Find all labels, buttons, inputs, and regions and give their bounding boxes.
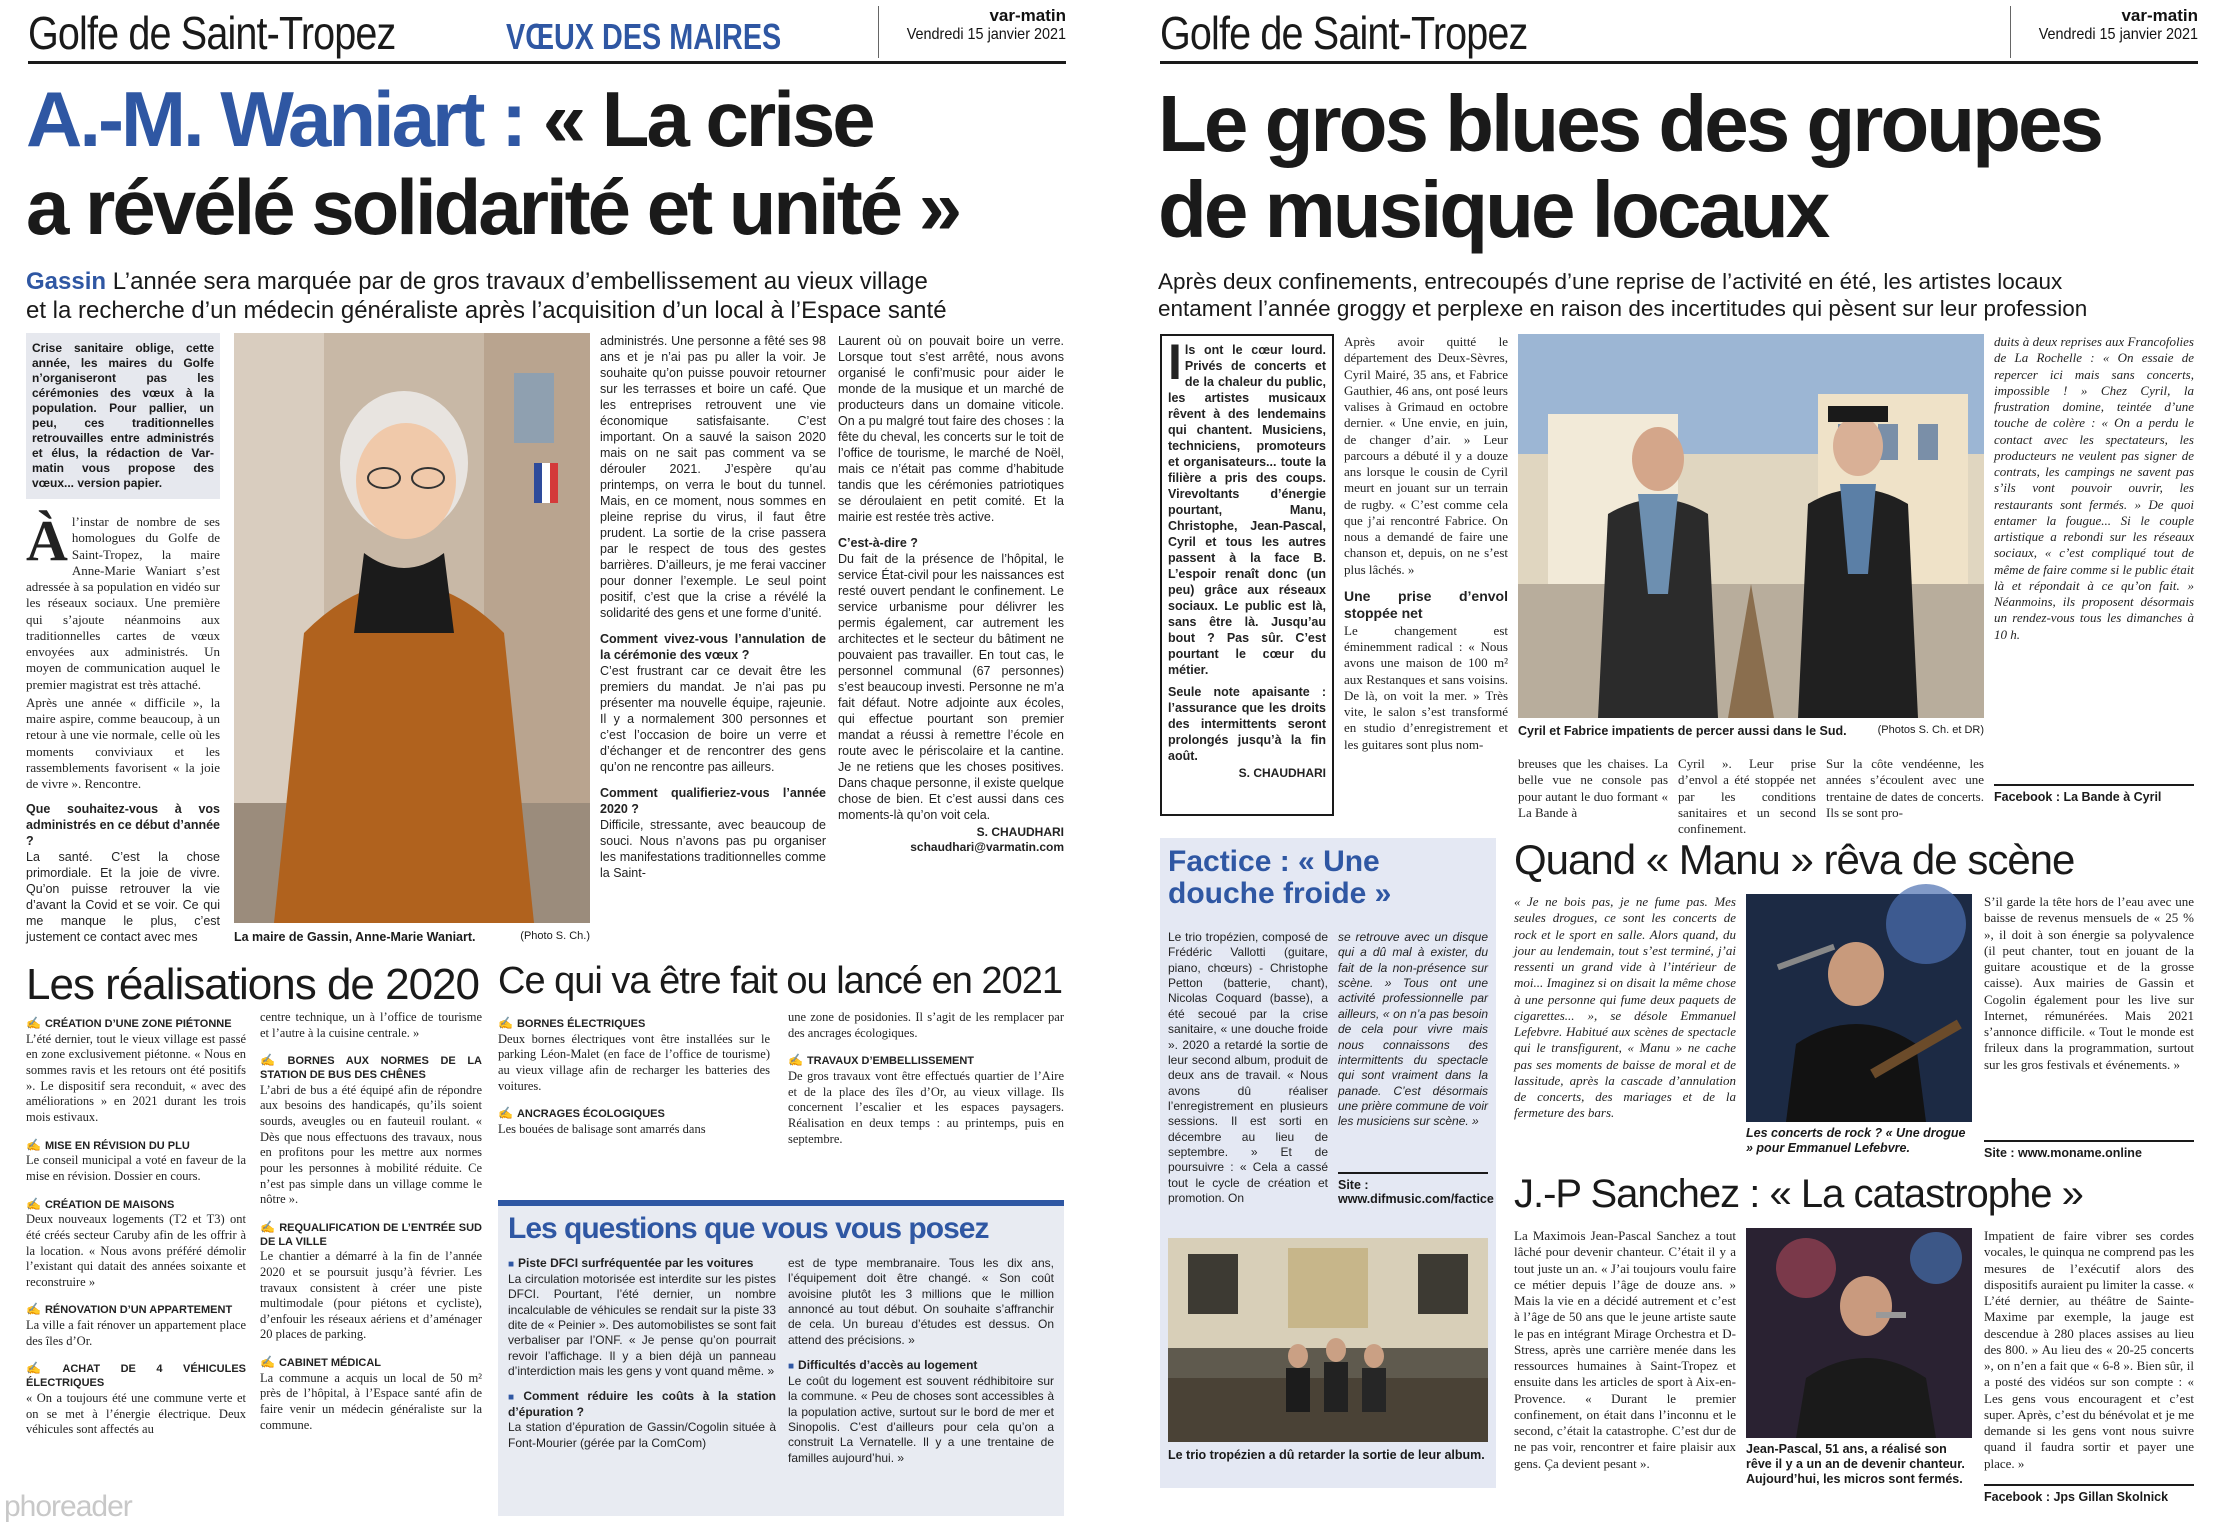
sanchez-column-1: La Maximois Jean-Pascal Sanchez a tout lâché pour devenir chanteur. C’était il y a tout juste un an. « J’ai toujours voulu faire ce métier depuis l’âge de douze ans. » Mais la vie en a décidé autrement et c’est à l’âge de 50 ans que le jeune artiste saute le pas en intégrant Mirage Orchestra et D-Stress, après une carrière menée dans les ressources humaines à Saint-Tropez et ensuite dans les articles de sport à Aix-en-Provence. « Durant le premier confinement, on était dans l’inconnu et le second, c’était la catastrophe. C’est dur de ne pas voir, rencontrer et faire plaisir aux gens. Ça devient pesant ». <box>1514 1228 1736 1471</box>
cyril-facebook: Facebook : La Bande à Cyril <box>1994 784 2194 804</box>
author-signature-right: S. CHAUDHARI <box>1238 766 1326 780</box>
page-header <box>28 6 1066 64</box>
headline-line2: a révélé solidarité et unité » <box>26 163 960 251</box>
factice-column-2: se retrouve avec un disque qui a dû mal à exister, du fait de la non-présence sur scène. » Tous ont une activité professionnelle par ailleurs, « on n’a pas besoin de cela pour vivre mais nous connaissons des intermittents du spectacle qui sont vraiment dans la panade. C’est désormais une prière commune de voir les musiciens sur scène. » <box>1338 930 1488 1129</box>
manu-photo-caption: Les concerts de rock ? « Une drogue » pour Emmanuel Lefebvre. <box>1746 1126 1966 1155</box>
author-signature: S. CHAUDHARI <box>976 825 1064 839</box>
cyril-fabrice-photo <box>1518 334 1984 718</box>
realisations-column-2: centre technique, un à l’office de tourisme et l’autre à la cuisine centrale. » ✍ BORNES AUX NORMES DE LA STATION DE BUS DES CHÊNES L’abri de bus a été équipé afin de répondre aux besoins des handicapés, qu’ils soient sourds, aveugles ou en fauteuil roulant. « Dès que nous effectuons des travaux, nous en profitons pour les mettre aux normes pour les personnes à mobilité réduite. Ce n’est pas simple dans un village comme le nôtre ». ✍ REQUALIFICATION DE L’ENTRÉE SUD DE LA VILLE Le chantier a démarré à la fin de l’année 2020 et se poursuit jusqu’à février. Les travaux consistent à créer une piste multimodale (pour piétons et cycliste), d’enfouir les réseaux aériens et d’aménager 20 places de parking. ✍ CABINET MÉDICAL La commune a acquis un local de 50 m² près de l’hôpital, à l’Espace santé afin de faire venir un médecin généraliste sur la commune. <box>260 1010 482 1518</box>
questions-title: Les questions que vous vous posez <box>508 1212 989 1245</box>
realisations-title: Les réalisations de 2020 <box>26 960 479 1009</box>
manu-photo <box>1746 894 1972 1122</box>
intro-box-right: Ils ont le cœur lourd. Privés de concerts et de la chaleur du public, les artistes musicaux rêvent à des lendemains qui chantent. Musiciens, techniciens, promoteurs et organisateurs... toute la filière a pris des coups. Virevoltants d’énergie pourtant, Manu, Christophe, Jean-Pascal, Cyril et tous les autres passent à la face B. L’espoir renaît donc (un peu) grâce aux réseaux sociaux. Le public est là, sans être là. Jusqu’au bout ? Pas sûr. C’est pourtant le cœur du métier. Seule note apaisante : l’assurance que les droits des intermittents seront prolongés jusqu’à la fin août. S. CHAUDHARI <box>1160 334 1334 816</box>
watermark: phoreader <box>4 1490 132 1523</box>
cyril-under-1: breuses que les chaises. La belle vue ne console pas pour autant le duo formant « La Bande à <box>1518 756 1668 820</box>
headline-line1: A.-M. Waniart : « La crise <box>26 75 873 163</box>
photo-caption: La maire de Gassin, Anne-Marie Waniart. (Photo S. Ch.) <box>234 930 590 944</box>
sanchez-photo-illustration <box>1746 1228 1972 1438</box>
drop-cap-right: I <box>1168 334 1182 390</box>
cyril-photo-caption: Cyril et Fabrice impatients de percer aussi dans le Sud. (Photos S. Ch. et DR) <box>1518 724 1984 738</box>
brand-name-right: var-matin <box>2121 6 2198 25</box>
manu-title: Quand « Manu » rêva de scène <box>1514 836 2075 883</box>
questions-box <box>498 1200 1064 1516</box>
page-header-right <box>1160 6 2198 64</box>
header-meta-right <box>2010 6 2198 58</box>
section-title: Golfe de Saint-Tropez <box>28 7 396 59</box>
drop-cap: À <box>26 508 68 573</box>
issue-date-right: Vendredi 15 janvier 2021 <box>2038 26 2198 43</box>
sanchez-photo <box>1746 1228 1972 1438</box>
cyril-under-2: Cyril ». Leur prise d’envol a été stoppée net par les conditions sanitaires et un second confinement. <box>1678 756 1816 836</box>
factice-column-1: Le trio tropézien, composé de Frédéric Vallotti (guitare, piano, chœurs) - Christophe Petton (batterie, chant), Nicolas Coquard (basse), a été secoué par la crise sanitaire, « une douche froide ». 2020 a retardé la sortie de leur second album, produit de deux ans de travail. « Nous avons dû réaliser l’enregistrement en plusieurs sessions. Il est sorti en décembre au lieu de septembre. » Et de poursuivre : « Cela a cassé tout le cycle de création et promotion. On <box>1168 930 1328 1206</box>
author-email: schaudhari@varmatin.com <box>910 840 1064 855</box>
futur-column-2: une zone de posidonies. Il s’agit de les remplacer par des ancrages écologiques. ✍ TRAVAUX D’EMBELLISSEMENT De gros travaux vont être effectués quartier de l’Aire et de la place des îles d’Or, au vieux village. Ils concernent l’escalier et les espaces paysagers. Réalisation en deux temps : au printemps, puis en septembre. <box>788 1010 1064 1190</box>
article-column-2: administrés. Une personne a fêté ses 98 ans et je n’ai pas pu aller la voir. Je souhaite qu’on puisse pouvoir retourner sur les terrasses et boire un café. Que les entreprises retrouvent une vie économique satisfaisante. C’est important. On a sauvé la saison 2020 mais on ne sait pas comment va se dérouler 2021. J’espère qu’au printemps, on verra le bout du tunnel. Mais, en ce moment, nous sommes en pleine reprise du virus, il faut être prudent. La sortie de la crise passera par le respect de tous des gestes barrières. D’ailleurs, je me ferai vacciner pour donner l’exemple. Le seul point positif, c’est que la crise a révélé la solidarité des gens et une forme d’unité. Comment vivez-vous l’annulation de la cérémonie des vœux ? C’est frustrant car ce devait être les premiers du mandat. Je n’ai pas pu présenter ma nouvelle équipe, rajeunie. Il y a normalement 300 personnes et c’est l’occasion de boire un verre et d’échanger et de rencontrer des gens qu’on ne rencontre pas ailleurs. Comment qualifieriez-vous l’année 2020 ? Difficile, stressante, avec beaucoup de souci. Nous n’avons pas pu organiser les manifestations traditionnelles comme la Saint- <box>600 334 826 880</box>
chapo-place: Gassin <box>26 268 107 295</box>
questions-column-1: ■ Piste DFCI surfréquentée par les voitures La circulation motorisée est interdite sur les pistes DFCI. Pourtant, l’été dernier, un nombre incalculable de véhicules se rendait sur la piste 33 dite de « Peinier ». Des automobilistes se sont fait verbaliser par l’ONF. « Je pense qu’on pourrait revoir l’affichage. Il y a bien déjà un panneau d’interdiction mais les gens y vont quand même. » ■ Comment réduire les coûts à la station d’épuration ? La station d’épuration de Gassin/Cogolin située à Font-Mourier (gérée par la ComCom) <box>508 1256 776 1514</box>
mayor-photo-illustration <box>234 333 590 923</box>
manu-photo-illustration <box>1746 894 1972 1122</box>
headline-right-line2: de musique locaux <box>1158 165 1828 254</box>
issue-date: Vendredi 15 janvier 2021 <box>906 26 1066 43</box>
factice-photo-illustration <box>1168 1238 1488 1442</box>
rubric-title: VŒUX DES MAIRES <box>506 16 782 57</box>
brand-name: var-matin <box>989 6 1066 25</box>
questions-column-2: est de type membranaire. Tous les dix ans, l’équipement doit être changé. « Son coût avoisine plutôt les 3 millions que le million annoncé au tout début. On souhaite s’affranchir de cela. Un bureau d’études est dessus. On attend des précisions. » ■ Difficultés d’accès au logement Le coût du logement est souvent rédhibitoire sur la commune. « Peu de choses sont accessibles à la population active, surtout sur le bord de mer et Sinopolis. C’est d’ailleurs pour cela qu’on a construit La Vernatelle. Il y a une trentaine de familles aujourd’hui. » <box>788 1256 1054 1514</box>
headline-right-line1: Le gros blues des groupes <box>1158 79 2102 168</box>
factice-title: Factice : « Une douche froide » <box>1168 845 1392 910</box>
page-gutter <box>1084 0 1132 1530</box>
right-page <box>1132 0 2216 1530</box>
sanchez-photo-caption: Jean-Pascal, 51 ans, a réalisé son rêve il y a un an de devenir chanteur. Aujourd’hui, les micros sont fermés. <box>1746 1442 1965 1486</box>
realisations-column-1: ✍ CRÉATION D’UNE ZONE PIÉTONNE L’été dernier, tout le vieux village est passé en zone exclusivement piétonne. « Nous en sommes ravis et les retours ont été positifs ». Le dispositif sera reconduit, « avec des améliorations » en 2021 durant les trois mois estivaux. ✍ MISE EN RÉVISION DU PLU Le conseil municipal a voté en faveur de la mise en révision. Dossier en cours. ✍ CRÉATION DE MAISONS Deux nouveaux logements (T2 et T3) ont été créés secteur Caruby afin de les offrir à la location. « Nous avons préféré démolir l’existant qui datait des années soixante et reconstruire » ✍ RÉNOVATION D’UN APPARTEMENT La ville a fait rénover un appartement place des îles d’Or. ✍ ACHAT DE 4 VÉHICULES ÉLECTRIQUES « On a toujours été une commune verte et on se met à l’énergie électrique. Deux véhicules sont affectés au <box>26 1010 246 1518</box>
cyril-under-3: Sur la côte vendéenne, les années s’écoulent avec une trentaine de dates de concerts. Ils se sont pro- <box>1826 756 1984 820</box>
intro-box: Crise sanitaire oblige, cette année, les maires du Golfe n’organiseront pas les cérémonies des vœux à la population. Pour pallier, un peu, ces traditionnelles retrouvailles entre administrés et élus, la rédaction de Var-matin vous propose des vœux... version papier. <box>26 333 220 499</box>
futur-title: Ce qui va être fait ou lancé en 2021 <box>498 960 1062 1002</box>
sanchez-column-2: Impatient de faire vibrer ses cordes vocales, le quinqua ne comprend pas les mesures de l’exécutif alors des dispositifs auraient pu limiter la casse. « L’été dernier, au théâtre de Sainte-Maxime par exemple, la jauge est descendue à 280 places assises au lieu des 800. » Au lieu des « 20-25 concerts », on n’en a fait que « 6-8 ». Bien sûr, il a posté des vidéos sur son compte : « Les gens vous encouragent et c’est super. Après, c’est du bénévolat et je me demande si les gens vont nous suivre quand il faudra sortir et payer une place. » <box>1984 1228 2194 1471</box>
section-title-right: Golfe de Saint-Tropez <box>1160 7 1528 59</box>
cyril-column-1: Après avoir quitté le département des Deux-Sèvres, Cyril Mairé, 35 ans, et Fabrice Gauthier, 46 ans, ont posé leurs valises à Grimaud en octobre dernier. « Une envie, en juin, de changer d’air. » Leur parcours a débuté il y a douze ans lorsque le cousin de Cyril meurt en jouant sur un terrain de rugby. « C’est comme cela que j’ai rencontré Fabrice. On nous a demandé de faire une chanson et, depuis, on ne s’est plus lâchés. » Une prise d’envol stoppée net Le changement est éminemment radical : « Nous avons une maison de 100 m² aux Restanques et sans voisins. De là, on voit la mer. » Très vite, le salon s’est transformé en studio d’enregistrement et les guitares sont plus nom- <box>1344 334 1508 752</box>
article-column-1: Àl’instar de nombre de ses homologues du Golfe de Saint-Tropez, la maire Anne-Marie Waniart s’est adressée à sa population en vidéo sur les réseaux sociaux. Une première qui s’ajoute néanmoins aux traditionnelles cartes de vœux envoyées aux administrés. Un moyen de communication auquel le premier magistrat est très attaché. Après une année « difficile », la maire aspire, comme beaucoup, à un retour à une vie normale, celle où les moments conviviaux et les rassemblements favorisent « la joie de vivre ». Rencontre. Que souhaitez-vous à vos administrés en ce début d’année ? La santé. C’est la chose primordiale. Et la joie de vivre. Qu’on puisse retrouver la vie d’avant la Covid et se voir. Ce qui me manque le plus, c’est justement ce contact avec mes <box>26 508 220 945</box>
factice-box <box>1160 838 1496 1488</box>
futur-column-1: ✍ BORNES ÉLECTRIQUES Deux bornes électriques vont être installées sur le parking Léon-Malet (en face de l’office de tourisme) au vieux village afin de recharger les batteries des voitures. ✍ ANCRAGES ÉCOLOGIQUES Les bouées de balisage sont amarrés dans <box>498 1010 770 1190</box>
factice-photo-caption: Le trio tropézien a dû retarder la sortie de leur album. <box>1168 1448 1485 1462</box>
article-column-3: Laurent où on pouvait boire un verre. Lorsque tout s’est arrêté, nous avons organisé le confi’music pour aider le monde de la musique et un marché de producteurs dans un domaine viticole. On a pu malgré tout faire des choses : la fête du cheval, les concerts sur le toit de l’office de tourisme, le marché de Noël, mais ce n’était pas comme d’habitude tandis que les cérémonies patriotiques se déroulaient en petit comité. Et la mairie est restée très active. C’est-à-dire ? Du fait de la présence de l’hôpital, le service État-civil pour les naissances est resté ouvert pendant le confinement. Le service urbanisme pour délivrer les permis également, car autrement les architectes et le secteur du bâtiment ne pouvaient pas travailler. En tout cas, le personnel communal (67 personnes) s’est beaucoup investi. Personne ne m’a fait défaut. Notre adjointe aux écoles, qui effectue pourtant son premier mandat a réussi à remettre l’école en route avec le périscolaire et la cantine. Je ne retiens que les choses positives. Dans chaque personne, il existe quelque chose de bien. Et c’est aussi dans ces moments-là qu’on voit cela. S. CHAUDHARI schaudhari@varmatin.com <box>838 334 1064 855</box>
mayor-photo <box>234 333 590 923</box>
left-page <box>0 0 1084 1530</box>
chapo-right: Après deux confinements, entrecoupés d’une reprise de l’activité en été, les artistes locaux entament l’année groggy et perplexe en raison des incertitudes qui pèsent sur leur profession <box>1158 269 2088 321</box>
factice-site: Site : www.difmusic.com/factice <box>1338 1172 1488 1206</box>
cyril-photo-illustration <box>1518 334 1984 718</box>
manu-column-2: S’il garde la tête hors de l’eau avec une baisse de revenus mensuels de « 25 % », il doit à son énergie sa polyvalence (il peut chanter, tout en jouant de la guitare acoustique et de la grosse caisse). Aux mairies de Gassin et Cogolin également pour les live sur Internet, rémunérées. Mais 2021 s’annonce difficile. « Tout le monde est frileux dans la programmation, surtout sur les gros festivals et événements. » <box>1984 894 2194 1072</box>
sanchez-title: J.-P Sanchez : « La catastrophe » <box>1514 1172 2083 1216</box>
chapo: Gassin L’année sera marquée par de gros travaux d’embellissement au vieux village et la recherche d’un médecin généraliste après l’acquisition d’un local à l’Espace santé <box>26 268 947 324</box>
cyril-column-right: duits à deux reprises aux Francofolies de La Rochelle : « On essaie de repercer ici mais sans concerts, impossible ! » Chez Cyril, la frustration domine, teintée d’une touche de colère : « On a perdu le contact avec les spectateurs, les producteurs ne veulent pas signer de contrats, les campings ne savent pas s’ils vont pouvoir ouvrir, les restaurants sont fermés. » De quoi entamer la fougue... Si le couple artistique a rebondi sur les réseaux sociaux, « c’est compliqué tout de même de faire comme si le public était là et répondait à ce qu’on fait. » Néanmoins, ils proposent désormais un rendez-vous tous les dimanches à 10 h. <box>1994 334 2194 642</box>
manu-column-1: « Je ne bois pas, je ne fume pas. Mes seules drogues, ce sont les concerts de rock et le sport en salle. Alors quand, du jour au lendemain, tout s’est terminé, j’ai ressenti un grand vide à l’intérieur de moi... Imaginez si on disait la même chose à une personne qui fume deux paquets de cigarettes... », se désole Emmanuel Lefebvre. Habitué aux scènes de spectacle qui le transfigurent, « Manu » ne cache pas ses moments de baisse de moral et de lassitude, après la cascade d’annulation de concerts, des mariages et de la fermeture des bars. <box>1514 894 1736 1121</box>
manu-site: Site : www.moname.online <box>1984 1140 2194 1160</box>
sanchez-facebook: Facebook : Jps Gillan Skolnick <box>1984 1484 2194 1504</box>
header-meta <box>878 6 1066 58</box>
factice-photo <box>1168 1238 1488 1442</box>
